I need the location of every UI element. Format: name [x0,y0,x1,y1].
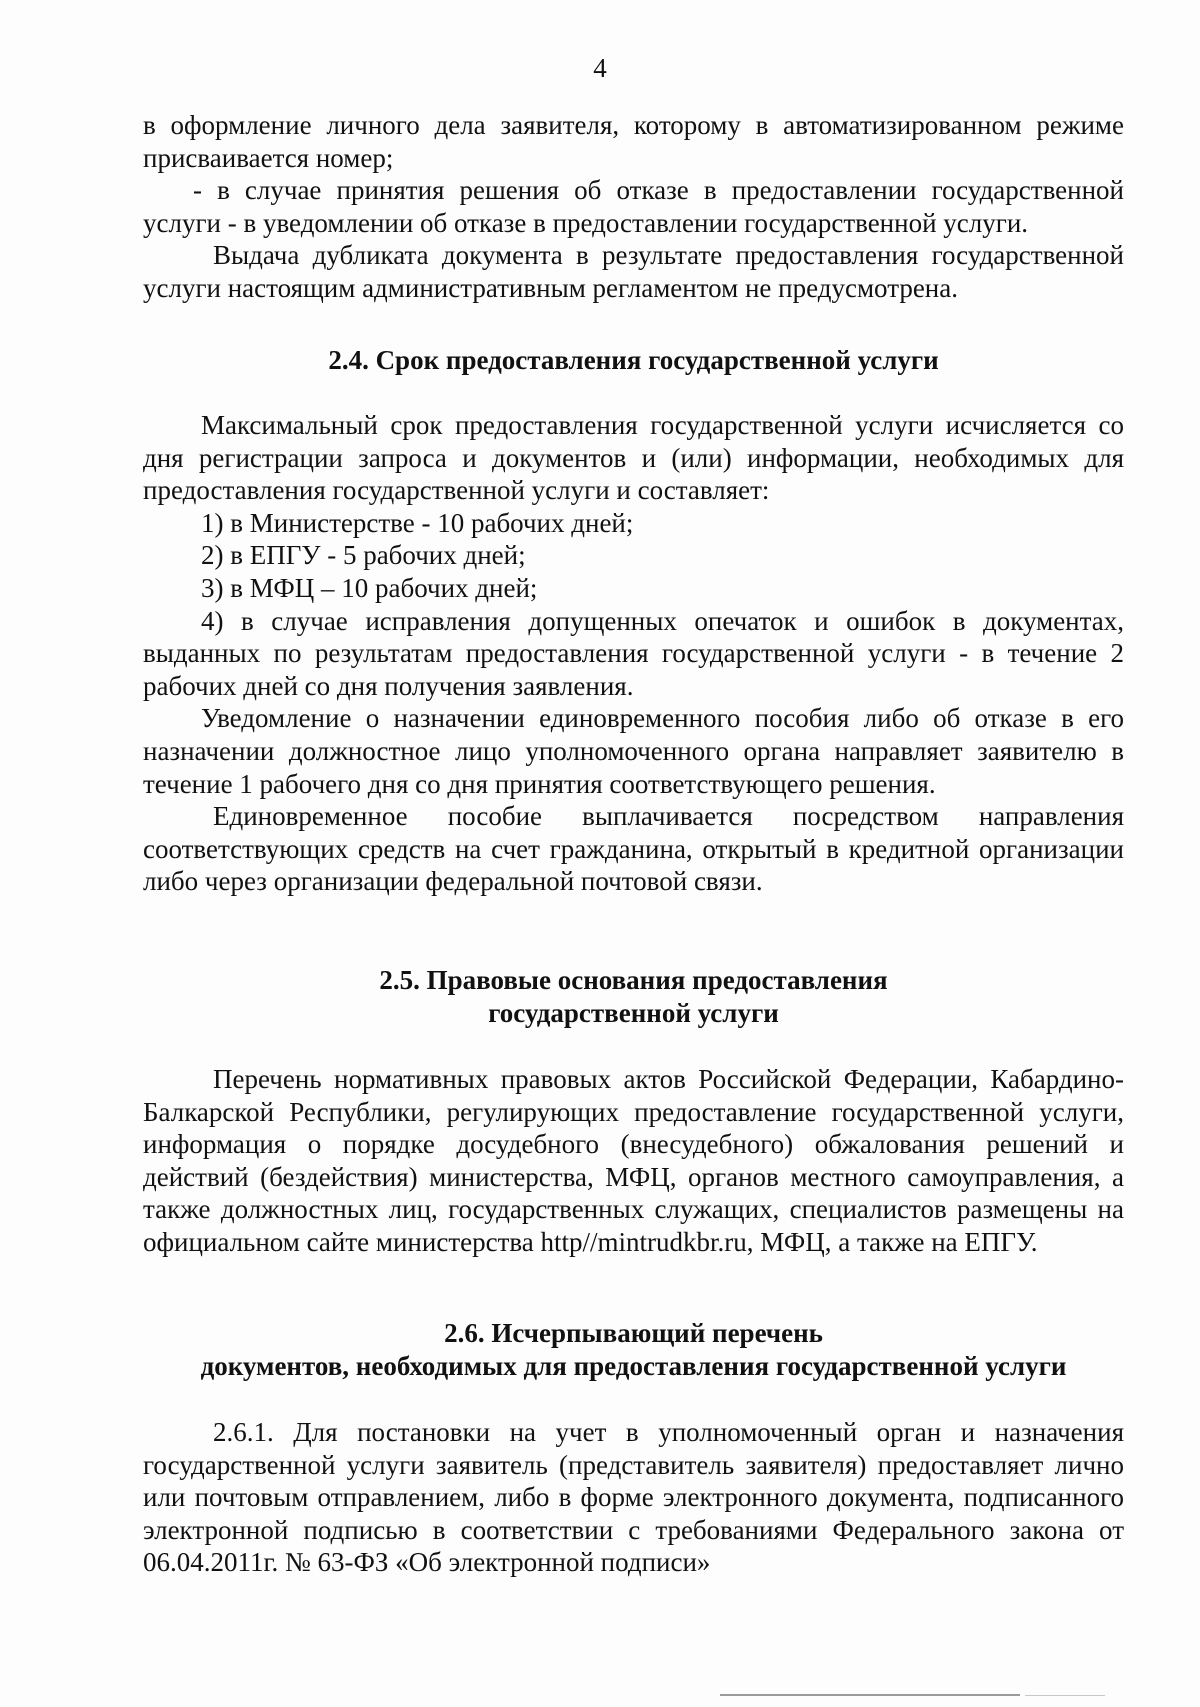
intro-paragraph-1: в оформление личного дела заявителя, которому в автоматизированном режиме присваивается номер; [143,110,1124,173]
section-2-5-heading-line-2: государственной услуги [488,997,779,1028]
intro-paragraph-3: Выдача дубликата документа в результате предоставления государственной услуги настоящим административным регламентом не предусмотрена. [143,240,1124,303]
section-2-4-item-2: 2) в ЕПГУ - 5 рабочих дней; [201,540,526,571]
section-2-6-heading-line-1: 2.6. Исчерпывающий перечень [444,1318,823,1348]
section-2-6-paragraph-1: 2.6.1. Для постановки на учет в уполномоченный орган и назначения государственной услуги заявитель (представитель заявителя) предоставляет лично или почтовым отправлением, либо в форме электронного документа, подписанного электронной подписью в соответствии с требованиями Федерального закона от 06.04.2011г. № 63-ФЗ «Об электронной подписи» [143,1417,1124,1578]
section-2-5-heading-line-1: 2.5. Правовые основания предоставления [379,965,888,995]
section-2-4-paragraph-1: Максимальный срок предоставления государственной услуги исчисляется со дня регистрации запроса и документов и (или) информации, необходимых для предоставления государственной услуги и составляет: [143,410,1124,506]
section-2-4-paragraph-3: Единовременное пособие выплачивается посредством направления соответствующих средств на счет гражданина, открытый в кредитной организации либо через организации федеральной почтовой связи. [143,801,1124,897]
section-2-4-heading: 2.4. Срок предоставления государственной услуги [328,345,939,375]
section-2-5-paragraph-1: Перечень нормативных правовых актов Российской Федерации, Кабардино-Балкарской Республики, регулирующих предоставление государственной услуги, информация о порядке досудебного (внесудебного) обжалования решений и действий (бездействия) министерства, МФЦ, органов местного самоуправления, а также должностных лиц, государственных служащих, специалистов размещены на официальном сайте министерства http//mintrudkbr.ru, МФЦ, а также на ЕПГУ. [143,1064,1124,1257]
page-number: 4 [593,53,607,83]
section-2-6-heading [143,1317,1124,1382]
intro-paragraph-2: - в случае принятия решения об отказе в предоставлении государственной услуги - в уведомлении об отказе в предоставлении государственной услуги. [143,175,1124,238]
section-2-5-body [143,1063,1124,1259]
section-2-4-body [143,409,1124,898]
scan-artifact-line [720,1694,1020,1696]
section-2-4-paragraph-2: Уведомление о назначении единовременного пособия либо об отказе в его назначении должностное лицо уполномоченного органа направляет заявителю в течение 1 рабочего дня со дня принятия соответствующего решения. [143,703,1124,799]
section-2-5-heading [143,964,1124,1029]
scan-artifact-line-2 [1025,1695,1105,1696]
section-2-4-item-4: 4) в случае исправления допущенных опечаток и ошибок в документах, выданных по результатам предоставления государственной услуги - в течение 2 рабочих дней со дня получения заявления. [143,605,1124,701]
section-2-6-body [143,1416,1124,1579]
section-2-4-item-1: 1) в Министерстве - 10 рабочих дней; [201,507,634,538]
section-2-4-item-3: 3) в МФЦ – 10 рабочих дней; [201,572,538,603]
intro-block [143,109,1124,305]
section-2-6-heading-line-2: документов, необходимых для предоставления государственной услуги [200,1350,1067,1381]
